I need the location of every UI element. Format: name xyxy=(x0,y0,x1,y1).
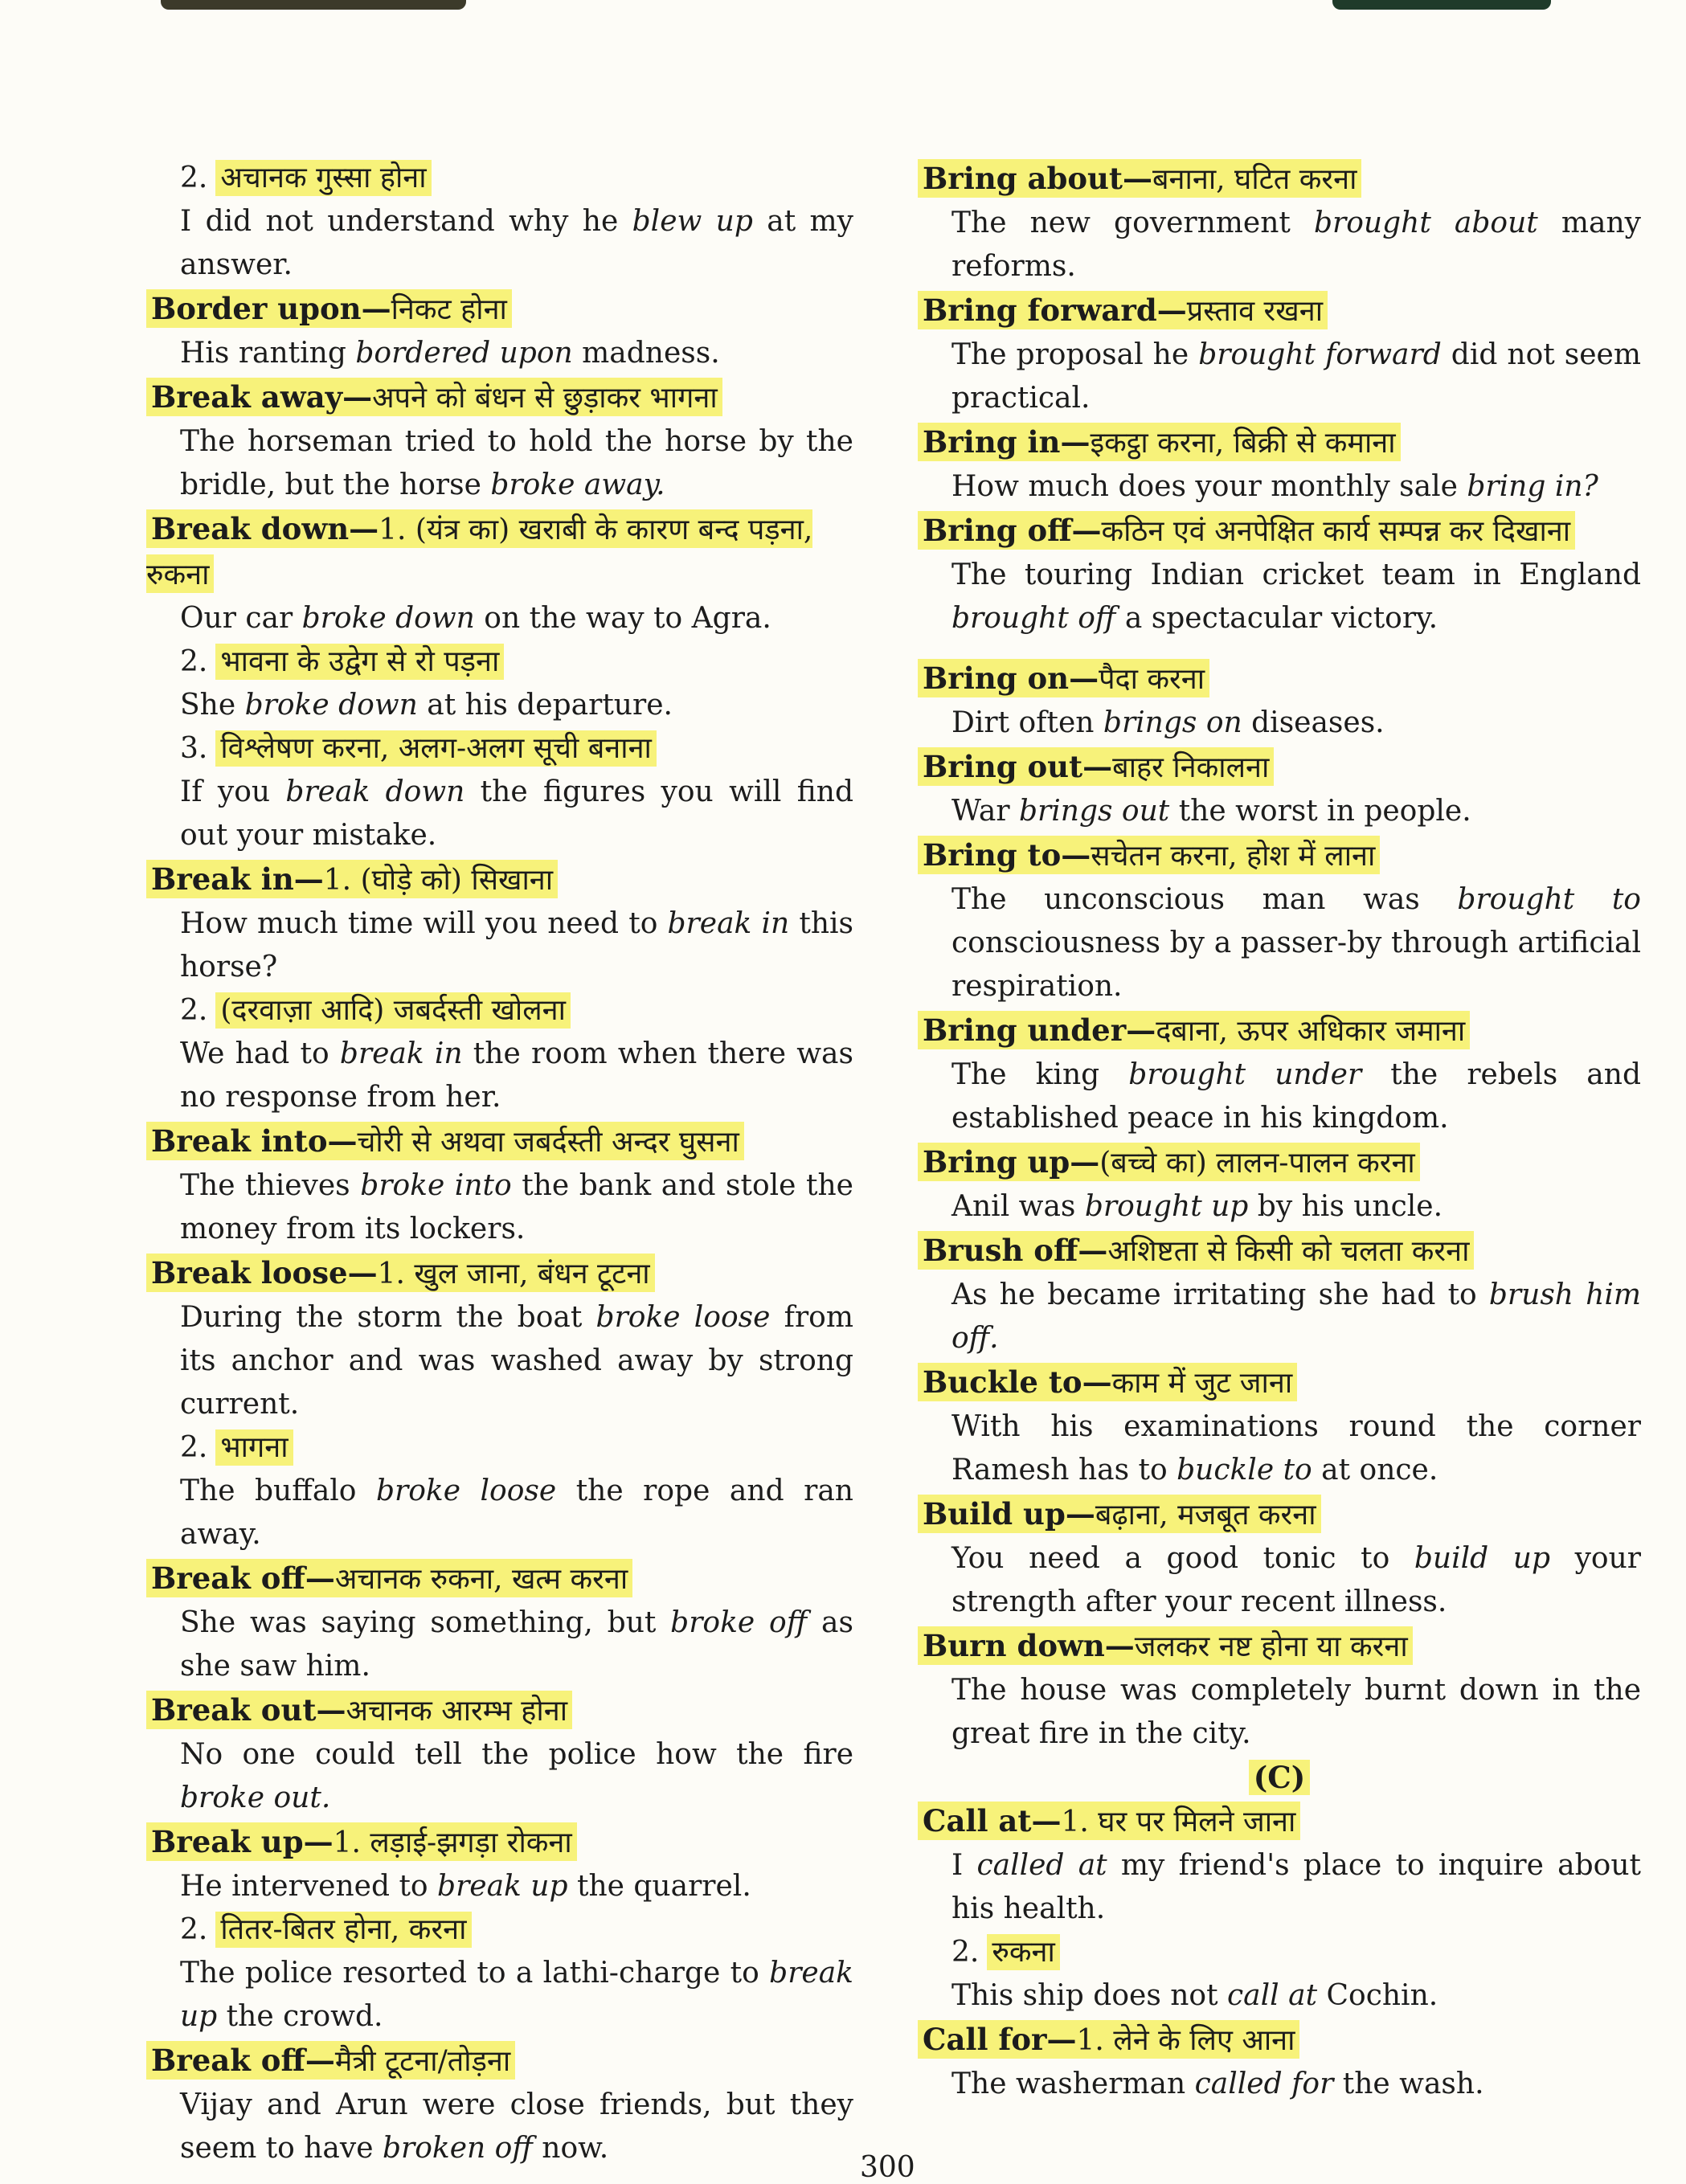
sense-heading xyxy=(918,1931,1641,1974)
entry-heading xyxy=(918,1008,1641,1053)
entry-meaning: जलकर नष्ट होना या करना xyxy=(1134,1630,1408,1663)
entry-highlight xyxy=(918,1363,1297,1401)
entry-term: Break out xyxy=(151,1692,317,1728)
example-sentence: Our car broke down on the way to Agra. xyxy=(180,602,771,635)
entry-highlight xyxy=(918,291,1328,329)
example-sentence: During the storm the boat broke loose from its anchor and was washed away by strong current. xyxy=(180,1301,853,1421)
entry-highlight xyxy=(918,1143,1420,1181)
dictionary-entry xyxy=(918,1360,1641,1492)
phrasal-verb-usage: broke out. xyxy=(180,1781,331,1814)
entry-meaning: कठिन एवं अनपेक्षित कार्य सम्पन्न कर दिखाना xyxy=(1101,515,1571,548)
entry-meaning: निकट होना xyxy=(391,293,507,326)
entry-dash: — xyxy=(1123,161,1152,196)
entry-dash: — xyxy=(1070,1144,1100,1180)
dictionary-entry xyxy=(918,656,1641,745)
entry-dash: — xyxy=(342,379,373,415)
entry-dash: — xyxy=(303,1824,334,1859)
entry-term: Brush off xyxy=(923,1233,1078,1268)
dictionary-entry xyxy=(918,2018,1641,2106)
sense-heading xyxy=(146,989,853,1033)
dictionary-entry xyxy=(146,507,853,857)
entry-heading xyxy=(918,1229,1641,1274)
entry-heading xyxy=(146,1820,853,1865)
sense-number: 2. xyxy=(180,1913,208,1946)
sense-number: 1. xyxy=(1076,2024,1114,2057)
entry-highlight xyxy=(146,1691,572,1729)
entry-highlight xyxy=(146,378,722,416)
example-sentence: The horseman tried to hold the horse by the bridle, but the horse broke away. xyxy=(180,425,853,501)
dictionary-entry xyxy=(146,1556,853,1688)
entry-highlight xyxy=(918,659,1209,697)
entry-dash: — xyxy=(1082,1364,1112,1400)
sense-number: 2. xyxy=(180,645,208,678)
entry-highlight xyxy=(918,1011,1470,1049)
entry-term: Break loose xyxy=(151,1255,348,1290)
dictionary-entry xyxy=(918,1799,1641,2018)
entry-heading xyxy=(918,157,1641,202)
sense-number: 1. xyxy=(379,513,415,546)
example-sentence: The touring Indian cricket team in England brought off a spectacular victory. xyxy=(951,558,1641,635)
entry-heading xyxy=(146,2039,853,2084)
entry-term: Bring out xyxy=(923,749,1083,784)
entry-highlight xyxy=(918,1231,1474,1270)
entry-meaning: घर पर मिलने जाना xyxy=(1098,1806,1296,1838)
entry-heading xyxy=(918,1140,1641,1185)
phrasal-verb-usage: break in xyxy=(667,907,790,940)
phrasal-verb-usage: brings on xyxy=(1103,706,1242,739)
example-sentence: I called at my friend's place to inquire about his health. xyxy=(951,1849,1641,1925)
entry-dash: — xyxy=(1061,837,1091,873)
entry-highlight xyxy=(918,1626,1413,1665)
entry-heading xyxy=(918,2018,1641,2063)
entry-heading xyxy=(918,288,1641,333)
example-sentence: How much does your monthly sale bring in? xyxy=(951,470,1598,503)
entry-dash: — xyxy=(1156,292,1187,328)
sense-number: 1. xyxy=(1061,1806,1099,1838)
sense-meaning: रुकना xyxy=(987,1934,1059,1970)
entry-heading xyxy=(918,1799,1641,1844)
dictionary-entry xyxy=(146,1119,853,1251)
entry-term: Break off xyxy=(151,1560,305,1596)
entry-meaning: पैदा करना xyxy=(1099,663,1205,696)
dictionary-entry xyxy=(918,288,1641,420)
entry-dash: — xyxy=(349,511,379,546)
entry-highlight xyxy=(918,511,1575,550)
entry-heading xyxy=(918,1492,1641,1537)
entry-meaning: खुल जाना, बंधन टूटना xyxy=(414,1258,650,1290)
entry-term: Break away xyxy=(151,379,343,415)
phrasal-verb-usage: bring in? xyxy=(1467,470,1598,503)
phrasal-verb-usage: brought to xyxy=(1457,883,1641,916)
phrasal-verb-usage: broke into xyxy=(360,1169,512,1202)
entry-heading xyxy=(146,507,853,597)
sense-number: 1. xyxy=(323,864,361,897)
phrasal-verb-usage: brush him off. xyxy=(951,1278,1641,1355)
entry-term: Break off xyxy=(151,2043,305,2078)
example-sentence: His ranting bordered upon madness. xyxy=(180,337,720,370)
entry-dash: — xyxy=(327,1123,358,1159)
sense-number: 2. xyxy=(951,1936,980,1969)
dictionary-entry xyxy=(918,509,1641,640)
dictionary-entry xyxy=(146,857,853,1119)
phrasal-verb-usage: brought under xyxy=(1128,1058,1362,1091)
entry-dash: — xyxy=(1082,749,1113,784)
entry-term: Break down xyxy=(151,511,350,546)
entry-meaning: अचानक रुकना, खत्म करना xyxy=(334,1563,628,1596)
sense-number: 2. xyxy=(180,162,208,194)
entry-dash: — xyxy=(1031,1803,1062,1838)
sense-meaning: (दरवाज़ा आदि) जबर्दस्ती खोलना xyxy=(215,992,571,1029)
sense-heading xyxy=(146,157,853,200)
entry-term: Bring forward xyxy=(923,292,1157,328)
entry-dash: — xyxy=(316,1692,346,1728)
phrasal-verb-usage: broke loose xyxy=(375,1474,557,1507)
entry-term: Break up xyxy=(151,1824,304,1859)
dictionary-entry xyxy=(918,157,1641,288)
entry-heading xyxy=(918,420,1641,465)
dictionary-entry xyxy=(146,1820,853,2039)
entry-meaning: अपने को बंधन से छुड़ाकर भागना xyxy=(372,382,718,415)
dictionary-entry xyxy=(918,745,1641,833)
phrasal-verb-usage: broke loose xyxy=(595,1301,771,1334)
entry-meaning: दबाना, ऊपर अधिकार जमाना xyxy=(1156,1015,1466,1048)
phrasal-verb-usage: broke off xyxy=(670,1606,808,1639)
sense-heading xyxy=(146,1908,853,1952)
sense-heading xyxy=(146,1426,853,1470)
example-sentence: The police resorted to a lathi-charge to break up the crowd. xyxy=(180,1957,853,2033)
entry-heading xyxy=(918,1360,1641,1405)
entry-highlight xyxy=(146,2041,515,2080)
phrasal-verb-usage: called for xyxy=(1194,2067,1334,2100)
phrasal-verb-usage: call at xyxy=(1227,1979,1318,2012)
entry-highlight xyxy=(918,159,1361,198)
entry-highlight xyxy=(146,289,512,328)
entry-term: Bring up xyxy=(923,1144,1070,1180)
dictionary-entry xyxy=(918,1008,1641,1140)
phrasal-verb-usage: brought up xyxy=(1084,1190,1249,1223)
entry-dash: — xyxy=(347,1255,378,1290)
entry-heading xyxy=(146,1119,853,1164)
entry-dash: — xyxy=(1071,513,1102,548)
entry-term: Bring on xyxy=(923,661,1070,696)
dictionary-entry xyxy=(918,420,1641,509)
dictionary-entry xyxy=(146,287,853,375)
example-sentence: The proposal he brought forward did not seem practical. xyxy=(951,338,1642,415)
dictionary-entry xyxy=(146,1251,853,1556)
dictionary-entry xyxy=(146,157,853,287)
entry-highlight xyxy=(146,1122,744,1160)
entry-highlight xyxy=(146,1559,632,1597)
entry-dash: — xyxy=(1065,1496,1095,1532)
entry-dash: — xyxy=(1069,661,1099,696)
entry-highlight xyxy=(918,423,1401,461)
section-letter-text: (C) xyxy=(1249,1760,1310,1795)
sense-heading xyxy=(146,727,853,771)
entry-highlight xyxy=(918,1802,1300,1840)
phrasal-verb-usage: blew up xyxy=(632,205,753,238)
example-sentence: This ship does not call at Cochin. xyxy=(951,1979,1438,2012)
phrasal-verb-usage: buckle to xyxy=(1177,1454,1312,1487)
sense-meaning: अचानक गुस्सा होना xyxy=(215,160,431,196)
entry-dash: — xyxy=(305,2043,335,2078)
dictionary-entry xyxy=(146,1688,853,1820)
entry-dash: — xyxy=(293,861,324,897)
dictionary-entry xyxy=(918,833,1641,1008)
entry-meaning: बाहर निकालना xyxy=(1112,751,1270,784)
left-column xyxy=(146,157,853,2170)
entry-term: Bring in xyxy=(923,424,1061,460)
example-sentence: I did not understand why he blew up at my answer. xyxy=(180,205,854,281)
entry-heading xyxy=(146,375,853,420)
entry-meaning: सचेतन करना, होश में लाना xyxy=(1091,840,1376,873)
sense-heading xyxy=(146,640,853,684)
phrasal-verb-usage: break up xyxy=(180,1957,853,2033)
example-sentence: No one could tell the police how the fire broke out. xyxy=(180,1738,853,1814)
sense-number: 3. xyxy=(180,732,208,765)
example-sentence: Vijay and Arun were close friends, but they seem to have broken off now. xyxy=(180,2088,853,2165)
example-sentence: You need a good tonic to build up your strength after your recent illness. xyxy=(951,1542,1641,1618)
entry-heading xyxy=(146,1251,853,1296)
entry-term: Bring under xyxy=(923,1012,1127,1048)
entry-highlight xyxy=(918,2020,1299,2059)
entry-term: Build up xyxy=(923,1496,1066,1532)
entry-dash: — xyxy=(305,1560,335,1596)
entry-meaning: अशिष्टता से किसी को चलता करना xyxy=(1107,1235,1470,1268)
entry-meaning: लेने के लिए आना xyxy=(1113,2024,1295,2057)
sense-number: 2. xyxy=(180,994,208,1027)
phrasal-verb-usage: break in xyxy=(339,1037,463,1070)
example-sentence: The thieves broke into the bank and stole the money from its lockers. xyxy=(180,1169,853,1245)
entry-meaning: बढ़ाना, मजबूत करना xyxy=(1095,1499,1316,1532)
example-sentence: The washerman called for the wash. xyxy=(951,2067,1484,2100)
entry-term: Border upon xyxy=(151,291,362,326)
entry-dash: — xyxy=(1078,1233,1108,1268)
phrasal-verb-usage: brought off xyxy=(951,602,1116,635)
entry-dash: — xyxy=(1104,1628,1135,1663)
example-sentence: We had to break in the room when there was no response from her. xyxy=(180,1037,853,1114)
phrasal-verb-usage: break up xyxy=(437,1870,568,1903)
example-sentence: With his examinations round the corner Ramesh has to buckle to at once. xyxy=(951,1410,1641,1487)
sense-number: 1. xyxy=(333,1826,370,1859)
entry-meaning: मैत्री टूटना/तोड़ना xyxy=(334,2045,511,2078)
entry-highlight xyxy=(146,860,558,898)
phrasal-verb-usage: brought forward xyxy=(1198,338,1442,371)
entry-term: Burn down xyxy=(923,1628,1105,1663)
example-sentence: Anil was brought up by his uncle. xyxy=(951,1190,1443,1223)
sense-meaning: भावना के उद्वेग से रो पड़ना xyxy=(215,644,504,680)
phrasal-verb-usage: called at xyxy=(976,1849,1107,1882)
entry-heading xyxy=(918,1624,1641,1669)
entry-highlight xyxy=(146,1822,577,1861)
entry-heading xyxy=(146,287,853,332)
example-sentence: He intervened to break up the quarrel. xyxy=(180,1870,751,1903)
example-sentence: War brings out the worst in people. xyxy=(951,795,1471,828)
entry-meaning: अचानक आरम्भ होना xyxy=(346,1695,568,1728)
spacer xyxy=(918,640,1641,656)
entry-heading xyxy=(146,857,853,902)
entry-highlight xyxy=(918,1495,1321,1533)
phrasal-verb-usage: brings out xyxy=(1019,795,1170,828)
entry-term: Buckle to xyxy=(923,1364,1082,1400)
example-sentence: She was saying something, but broke off as she saw him. xyxy=(180,1606,853,1683)
entry-dash: — xyxy=(1046,2022,1077,2057)
entry-meaning: प्रस्ताव रखना xyxy=(1186,295,1324,328)
phrasal-verb-usage: broke away. xyxy=(490,468,665,501)
sense-meaning: विश्लेषण करना, अलग-अलग सूची बनाना xyxy=(215,730,657,767)
entry-highlight xyxy=(918,836,1380,874)
sense-meaning: भागना xyxy=(215,1429,293,1466)
entry-dash: — xyxy=(361,291,391,326)
entry-term: Bring off xyxy=(923,513,1072,548)
entry-highlight xyxy=(146,509,812,593)
dictionary-entry xyxy=(918,1140,1641,1229)
entry-meaning: चोरी से अथवा जबर्दस्ती अन्दर घुसना xyxy=(357,1126,739,1159)
phrasal-verb-usage: broke down xyxy=(244,689,418,722)
entry-highlight xyxy=(918,747,1274,786)
dictionary-entry xyxy=(146,375,853,507)
entry-meaning: काम में जुट जाना xyxy=(1111,1367,1293,1400)
entry-heading xyxy=(918,745,1641,790)
entry-term: Call at xyxy=(923,1803,1032,1838)
section-letter xyxy=(918,1756,1641,1799)
entry-term: Break in xyxy=(151,861,294,897)
page-number: 300 xyxy=(860,2151,915,2184)
entry-heading xyxy=(146,1688,853,1733)
entry-meaning: लड़ाई-झगड़ा रोकना xyxy=(370,1826,572,1859)
dictionary-entry xyxy=(918,1492,1641,1624)
phrasal-verb-usage: bordered upon xyxy=(355,337,573,370)
sense-number: 2. xyxy=(180,1431,208,1464)
entry-highlight xyxy=(146,1254,655,1292)
entry-meaning: (घोड़े को) सिखाना xyxy=(360,864,554,897)
dictionary-entry xyxy=(918,1229,1641,1360)
entry-term: Bring to xyxy=(923,837,1062,873)
phrasal-verb-usage: brought about xyxy=(1313,207,1538,239)
phrasal-verb-usage: broke down xyxy=(301,602,475,635)
sense-number: 1. xyxy=(377,1258,415,1290)
entry-heading xyxy=(918,509,1641,554)
sense-meaning: तितर-बितर होना, करना xyxy=(215,1912,471,1948)
example-sentence: She broke down at his departure. xyxy=(180,689,673,722)
entry-meaning: (यंत्र का) खराबी के कारण बन्द पड़ना, रुकना xyxy=(146,513,813,591)
example-sentence: The king brought under the rebels and established peace in his kingdom. xyxy=(951,1058,1641,1135)
phrasal-verb-usage: build up xyxy=(1414,1542,1550,1575)
example-sentence: The new government brought about many reforms. xyxy=(951,207,1641,283)
entry-heading xyxy=(918,656,1641,701)
example-sentence: The house was completely burnt down in the great fire in the city. xyxy=(951,1674,1641,1750)
entry-heading xyxy=(918,833,1641,878)
top-right-tab xyxy=(1332,0,1551,10)
entry-term: Break into xyxy=(151,1123,328,1159)
entry-meaning: (बच्चे का) लालन-पालन करना xyxy=(1099,1147,1415,1180)
example-sentence: How much time will you need to break in this horse? xyxy=(180,907,853,984)
top-left-tab xyxy=(161,0,466,10)
dictionary-entry xyxy=(146,2039,853,2170)
example-sentence: The unconscious man was brought to consciousness by a passer-by through artificial respiration. xyxy=(951,883,1641,1003)
phrasal-verb-usage: break down xyxy=(285,775,465,808)
entry-term: Bring about xyxy=(923,161,1123,196)
dictionary-entry xyxy=(918,1624,1641,1756)
entry-dash: — xyxy=(1060,424,1091,460)
entry-heading xyxy=(146,1556,853,1601)
example-sentence: The buffalo broke loose the rope and ran away. xyxy=(180,1474,853,1551)
example-sentence: If you break down the figures you will find out your mistake. xyxy=(180,775,853,852)
entry-term: Call for xyxy=(923,2022,1047,2057)
entry-dash: — xyxy=(1126,1012,1156,1048)
example-sentence: Dirt often brings on diseases. xyxy=(951,706,1385,739)
phrasal-verb-usage: broken off xyxy=(382,2132,533,2165)
right-column xyxy=(918,157,1641,2106)
entry-meaning: इकट्ठा करना, बिक्री से कमाना xyxy=(1090,427,1396,460)
entry-meaning: बनाना, घटित करना xyxy=(1152,163,1357,196)
example-sentence: As he became irritating she had to brush him off. xyxy=(951,1278,1641,1355)
